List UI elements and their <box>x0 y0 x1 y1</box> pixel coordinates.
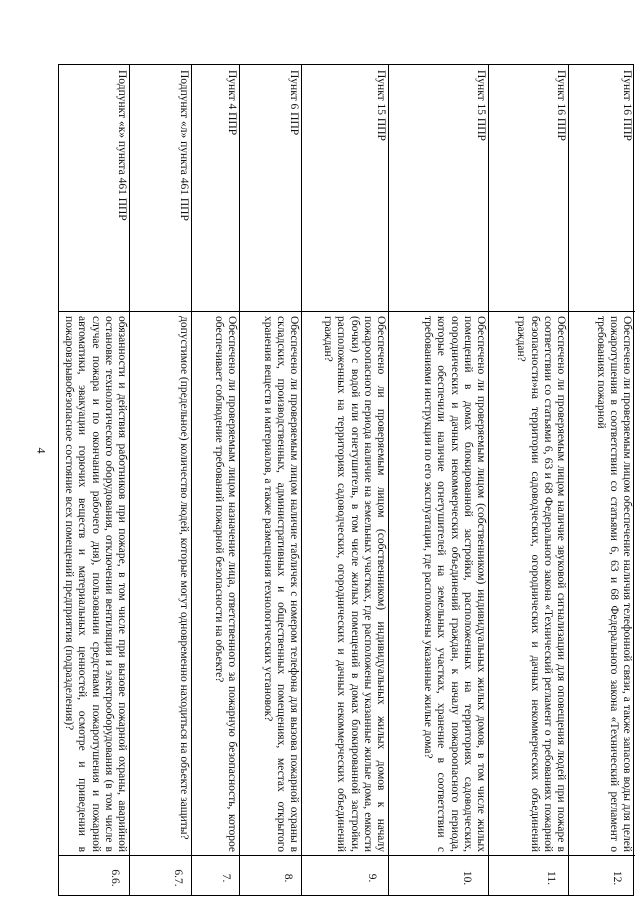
reference-cell: Пункт 16 ППР <box>555 70 567 141</box>
reference-cell: Пункт 15 ППР <box>475 70 487 141</box>
reference-cell: Пункт 15 ППР <box>375 70 387 141</box>
reference-cell: Подпункт «к» пункта 461 ППР <box>116 70 128 221</box>
row-number: 9. <box>366 873 378 883</box>
question-cell: Обеспечено ли проверяемым лицом обеспечение наличия телефонной связи, а также запасов воды для целей пожаротушения в соответствии со статьями 6, 63 и 68 Федерального закона «Технический регламент о требованиях пожарной <box>594 316 633 852</box>
table-row <box>239 64 302 896</box>
reference-cell: Подпункт «л» пункта 461 ППР <box>178 70 190 221</box>
table-row <box>58 64 130 896</box>
question-cell: Обеспечено ли проверяемым лицом (собственником) индивидуальных жилых домов к началу пожароопасного периода наличие на земельных участках, где расположены указанные жилые дома, емкости (бочки) с водой или огнетушитель, в том числе жилых помещений в домах блокированной застройки, расположенных на территориях садоводческих, огороднических и дачных некоммерческих объединений граждан? <box>322 316 387 852</box>
row-number: 7. <box>220 873 232 883</box>
table-row <box>191 64 240 896</box>
table-row <box>301 64 389 896</box>
table-row <box>388 64 489 896</box>
checklist-sheet <box>58 64 634 896</box>
row-number: 12. <box>611 870 623 886</box>
table-row <box>488 64 569 896</box>
table-row <box>568 64 635 896</box>
question-cell: обязанности и действия работников при пожаре, в том числе при вызове пожарной охраны, аварийной остановке технологического оборудования, отключении вентиляции и электрооборудования (в том числе в случае пожара и по окончании рабочего дня), пользовании средствами пожаротушения и пожарной автоматики, эвакуации горючих веществ и материальных ценностей, осмотре и приведении в пожаровзрывобезопасное состояние всех помещений предприятия (подразделения)? <box>63 316 128 852</box>
reference-cell: Пункт 16 ППР <box>621 70 633 141</box>
row-number: 6.7. <box>172 869 184 887</box>
reference-cell: Пункт 4 ППР <box>226 70 238 136</box>
question-cell: допустимое (предельное) количество людей, которые могут одновременно находиться на объекте защиты? <box>178 316 190 840</box>
row-number: 11. <box>545 871 557 885</box>
table-row <box>129 64 192 896</box>
question-cell: Обеспечено ли проверяемым лицом наличие звуковой сигнализации для оповещения людей при пожаре в соответствии со статьями 6, 63 и 68 Федерального закона «Технический регламент о требованиях пожарной безопасности»на территории садоводческих, огороднических и дачных некоммерческих объединений граждан? <box>515 316 567 852</box>
page-number: 4 <box>34 447 49 454</box>
question-cell: Обеспечено ли проверяемым лицом наличие табличек с номером телефона для вызова пожарной охраны в складских, производственных, административных и общественных помещениях, местах открытого хранения веществ и материалов, а также размещения технологических установок? <box>261 316 300 852</box>
row-number: 10. <box>461 870 473 886</box>
question-cell: Обеспечено ли проверяемым лицом (собственником) индивидуальных жилых домов, в том числе жилых помещений в домах блокированной застройки, расположенных на территориях садоводческих, огороднических и дачных некоммерческих объединений граждан, к началу пожароопасного периода, которые обеспечили наличие огнетушителей на земельных участках, хранение в соответствии с требованиями инструкции по его эксплуатации, где расположены указанные жилые дома? <box>422 316 487 852</box>
row-number: 6.6. <box>109 869 121 887</box>
row-number: 8. <box>282 873 294 883</box>
question-cell: Обеспечено ли проверяемым лицом назначение лица, ответственного за пожарную безопасность, которое обеспечивает соблюдение требований пожарной безопасности на объекте? <box>212 316 238 852</box>
reference-cell: Пункт 6 ППР <box>288 70 300 136</box>
